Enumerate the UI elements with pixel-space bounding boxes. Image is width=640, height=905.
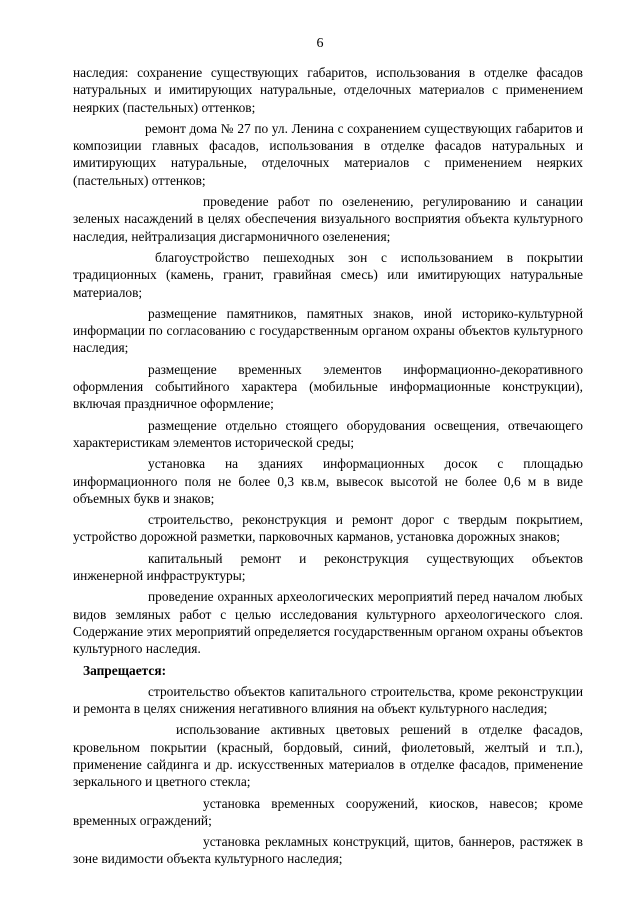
page-number: 6 bbox=[316, 36, 324, 51]
paragraph: размещение временных элементов информационно-декоративного оформления событийного характера (мобильные информационные конструкции), включая праздничное оформление; bbox=[73, 361, 583, 412]
prohibited-paragraph: использование активных цветовых решений в отделке фасадов, кровельном покрытии (красный, бордовый, синий, фиолетовый, желтый и т.п.), применение сайдинга и др. искусственных материалов в отделке фасадов, применение зеркального и цветного стекла; bbox=[73, 722, 583, 790]
document-body bbox=[73, 64, 583, 872]
paragraph: установка на зданиях информационных досок с площадью информационного поля не более 0,3 кв.м, вывесок высотой не более 0,6 м в виде объемных букв и знаков; bbox=[73, 456, 583, 506]
paragraph: размещение памятников, памятных знаков, иной историко-культурной информации по согласованию с государственным органом охраны объектов культурного наследия; bbox=[73, 305, 583, 356]
prohibited-paragraph: установка рекламных конструкций, щитов, баннеров, растяжек в зоне видимости объекта культурного наследия; bbox=[73, 834, 583, 867]
paragraph: проведение охранных археологических мероприятий перед началом любых видов земляных работ с целью исследования культурного археологического слоя. Содержание этих мероприятий определяется государственным органом охраны объектов культурного наследия. bbox=[73, 589, 583, 657]
paragraph: проведение работ по озеленению, регулированию и санации зеленых насаждений в целях обеспечения визуального восприятия объекта культурного наследия, нейтрализация дисгармоничного озеленения; bbox=[73, 194, 583, 244]
paragraph: капитальный ремонт и реконструкция существующих объектов инженерной инфраструктуры; bbox=[73, 550, 583, 584]
paragraph: благоустройство пешеходных зон с использованием в покрытии традиционных (камень, гранит, гравийная смесь) или имитирующих натуральные материалов; bbox=[73, 249, 583, 300]
paragraph: строительство, реконструкция и ремонт дорог с твердым покрытием, устройство дорожной разметки, парковочных карманов, установка дорожных знаков; bbox=[73, 512, 583, 545]
paragraph: ремонт дома № 27 по ул. Ленина с сохранением существующих габаритов и композиции главных фасадов, использования в отделке фасадов натуральных и имитирующих натуральные, отделочных материалов с применением неярких (пастельных) оттенков; bbox=[73, 120, 583, 188]
prohibited-heading: Запрещается: bbox=[83, 662, 167, 678]
paragraph: наследия: сохранение существующих габаритов, использования в отделке фасадов натуральных и имитирующих натуральные, отделочных материалов с применением неярких (пастельных) оттенков; bbox=[73, 65, 583, 115]
prohibited-paragraph: установка временных сооружений, киосков, навесов; кроме временных ограждений; bbox=[73, 795, 583, 828]
prohibited-paragraph: строительство объектов капитального строительства, кроме реконструкции и ремонта в целях снижения негативного влияния на объект культурного наследия; bbox=[73, 683, 583, 717]
paragraph: размещение отдельно стоящего оборудования освещения, отвечающего характеристикам элементов исторической среды; bbox=[73, 417, 583, 450]
